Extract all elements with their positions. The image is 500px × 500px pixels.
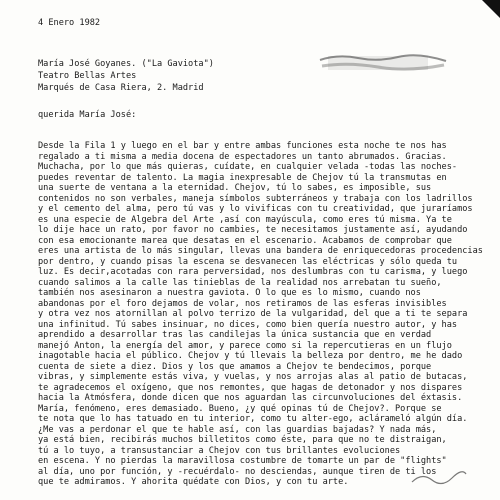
body-line: puedes reventar de talento. La magia inexpresable de Chejov tú la transmutas en	[38, 172, 447, 183]
body-line: eres una artista de lo más singular, llevas una bandera de enriquecedoras procedencias	[38, 246, 483, 256]
body-line: hacia la Atmósfera, donde dicen que nos aguardan las circunvoluciones del éxtasis.	[38, 393, 463, 403]
body-line: cuenta de siete a diez. Dios y los que amamos a Chejov te bendecimos, porque	[38, 361, 432, 372]
body-line: en escena. Y no pierdas la maravillosa costumbre de tomarte un par de "flights"	[38, 456, 447, 466]
body-line: una infinitud. Tú sabes insinuar, no dices, como bien quería nuestro autor, y has	[38, 319, 458, 330]
salutation: querida María José:	[38, 110, 137, 120]
page-corner-mark	[482, 0, 500, 18]
body-line: cuando salimos a la calle las tinieblas de la realidad nos arrebatan tu sueño,	[38, 277, 442, 288]
body-line: aprendido a desarrollar tras las candilejas la única sustancia que en verdad	[38, 330, 432, 340]
body-line: luz. Es decir,acotadas con rara perversidad, nos deslumbras con tu carisma, y luego	[38, 267, 468, 277]
address-line-2: Teatro Bellas Artes	[38, 71, 137, 81]
body-line: contenidos no son verbales, maneja símbolos subterráneos y trabaja con los ladrillos	[38, 193, 473, 204]
body-line: y el cemento del alma, pero tú vas y lo vivificas con tu creatividad, que juraríamos	[38, 204, 473, 214]
address-line-3: Marqués de Casa Riera, 2. Madrid	[38, 83, 204, 93]
body-line: ya está bien, recibirás muchos billetitos como éste, para que no te distraigan,	[38, 435, 447, 445]
body-line: lo dije hace un rato, por favor no cambies, te necesitamos justamente así, ayudando	[38, 225, 468, 235]
body-line: y otra vez nos atornillan al polvo terrizo de la vulgaridad, del que a ti te separa	[38, 309, 468, 319]
body-line: vibras, y simplemente estás viva, y vuelas, y nos arrojas alas al patio de butacas,	[38, 372, 468, 382]
body-line: inagotable hacia el público. Chejov y tú llevais la belleza por dentro, me he dado	[38, 351, 463, 361]
letter-date: 4 Enero 1982	[38, 18, 101, 28]
body-line: ¿Me vas a perdonar el que te hable así, con las guardias bajadas? Y nada más,	[38, 424, 437, 435]
body-line: María, fenómeno, eres demasiado. Bueno, ¿y qué opinas tú de Chejov?. Porque se	[38, 403, 442, 414]
body-line: también nos asesinaron a nuestra gaviota. O lo que es lo mismo, cuando nos	[38, 288, 421, 298]
body-line: manejó Anton, la energía del amor, y parece como si la repercutieras en un flujo	[38, 340, 452, 351]
body-line: una suerte de ventana a la eternidad. Chejov, tú lo sabes, es imposible, sus	[38, 183, 432, 193]
body-line: con esa emocionante marea que desatas en el escenario. Acabamos de comprobar que	[38, 235, 452, 246]
body-line: te agradecemos el oxígeno, que nos remontes, que hagas de detonador y nos dispares	[38, 382, 463, 393]
body-line: es una especie de Algebra del Arte ,así con mayúscula, como eres tú misma. Ya te	[38, 214, 452, 225]
body-line: regalado a ti misma a media docena de espectadores un tanto abrumados. Gracias.	[38, 151, 447, 162]
body-line: te nota que lo has tatuado en tu interior, como tu alter-ego, aclárameló algún día.	[38, 414, 468, 424]
ink-stamp-mark	[318, 52, 448, 76]
address-line-1: María José Goyanes. ("La Gaviota")	[38, 59, 214, 69]
body-line: tú a lo tuyo, a transustanciar a Chejov con tus brillantes evoluciones	[38, 445, 401, 456]
body-line: abandonas por el foro dejamos de volar, nos retiramos de las esferas invisibles	[38, 298, 447, 309]
body-line: Muchacha, por lo que más quieras, cuídate, en cualquier velada -todas las noches-	[38, 162, 458, 172]
body-line: por dentro, y cuando pisas la escena se desvanecen las eléctricas y sólo queda tu	[38, 256, 458, 267]
body-line: Desde la Fila 1 y luego en el bar y entre ambas funciones esta noche te nos has	[38, 141, 447, 151]
body-line: que te admiramos. Y ahorita quédate con Dios, y con tu arte.	[38, 477, 349, 487]
handwritten-mark	[408, 468, 468, 488]
body-line: al día, uno por función, y -recuérdalo- no desciendas, aunque tiren de ti los	[38, 466, 437, 477]
